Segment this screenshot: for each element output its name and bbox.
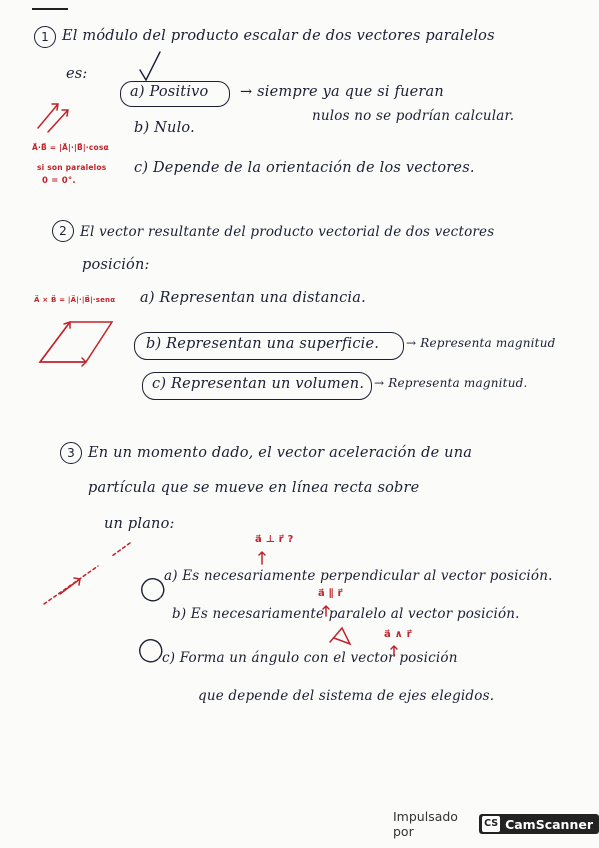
question-2-number: 2 <box>52 220 74 242</box>
q1-margin-note-cont: 0 = 0°. <box>42 176 76 186</box>
question-1-text-end: es: <box>66 66 88 82</box>
q3-option-a-note: a⃗ ⊥ r⃗ ? <box>255 534 294 545</box>
question-1-number: 1 <box>34 26 56 48</box>
q2-margin-formula: A⃗ × B⃗ = |A⃗|·|B⃗|·senα <box>34 296 116 304</box>
camscanner-icon: CS <box>482 816 500 832</box>
checkmark-icon <box>140 52 160 80</box>
q3-option-b-note: a⃗ ∥ r⃗ <box>318 588 343 599</box>
question-2-text: El vector resultante del producto vectorial de dos vectores <box>80 224 495 240</box>
q1-option-c: c) Depende de la orientación de los vectores. <box>134 160 475 176</box>
q3-option-c-note: a⃗ ∧ r⃗ <box>384 629 412 640</box>
question-3-text: En un momento dado, el vector aceleración de una <box>88 445 473 461</box>
q1-option-b: b) Nulo. <box>134 120 195 136</box>
option-circle <box>140 640 162 662</box>
q1-margin-formula: A⃗·B⃗ = |A⃗|·|B⃗|·cosα <box>32 143 109 152</box>
camscanner-logo <box>479 814 599 834</box>
q2-option-c-note: → Representa magnitud. <box>374 376 528 390</box>
q1-option-a-note-cont: nulos no se podrían calcular. <box>312 108 515 124</box>
camscanner-brand: CamScanner <box>505 816 593 832</box>
question-2-text-end: posición: <box>82 257 150 273</box>
q3-option-b: b) Es necesariamente paralelo al vector posición. <box>172 606 520 622</box>
acceleration-arrow-icon <box>60 578 80 594</box>
question-1-text: El módulo del producto escalar de dos vectores paralelos <box>62 28 495 44</box>
q1-option-a-note: → siempre ya que si fueran <box>240 84 444 100</box>
q3-option-c-cont: que depende del sistema de ejes elegidos. <box>198 688 495 704</box>
q2-option-c: c) Representan un volumen. <box>152 376 365 392</box>
question-3-number: 3 <box>60 442 82 464</box>
question-3-text-cont: partícula que se mueve en línea recta sobre <box>88 480 420 496</box>
option-circle <box>142 579 164 601</box>
scanner-watermark <box>393 809 599 839</box>
q3-option-c: c) Forma un ángulo con el vector posición <box>162 650 458 666</box>
q3-option-a: a) Es necesariamente perpendicular al vector posición. <box>164 568 553 584</box>
q1-option-a: a) Positivo <box>130 84 209 100</box>
q2-option-b: b) Representan una superficie. <box>146 336 380 352</box>
parallelogram-diagram <box>40 322 112 362</box>
position-line <box>44 543 130 604</box>
watermark-text: Impulsado por <box>393 809 458 839</box>
q2-option-a: a) Representan una distancia. <box>140 290 366 306</box>
question-3-text-end: un plano: <box>104 516 175 532</box>
q1-margin-note: si son paralelos <box>37 163 107 172</box>
q2-option-b-note: → Representa magnitud <box>406 336 556 350</box>
scribble-mark <box>330 628 350 644</box>
